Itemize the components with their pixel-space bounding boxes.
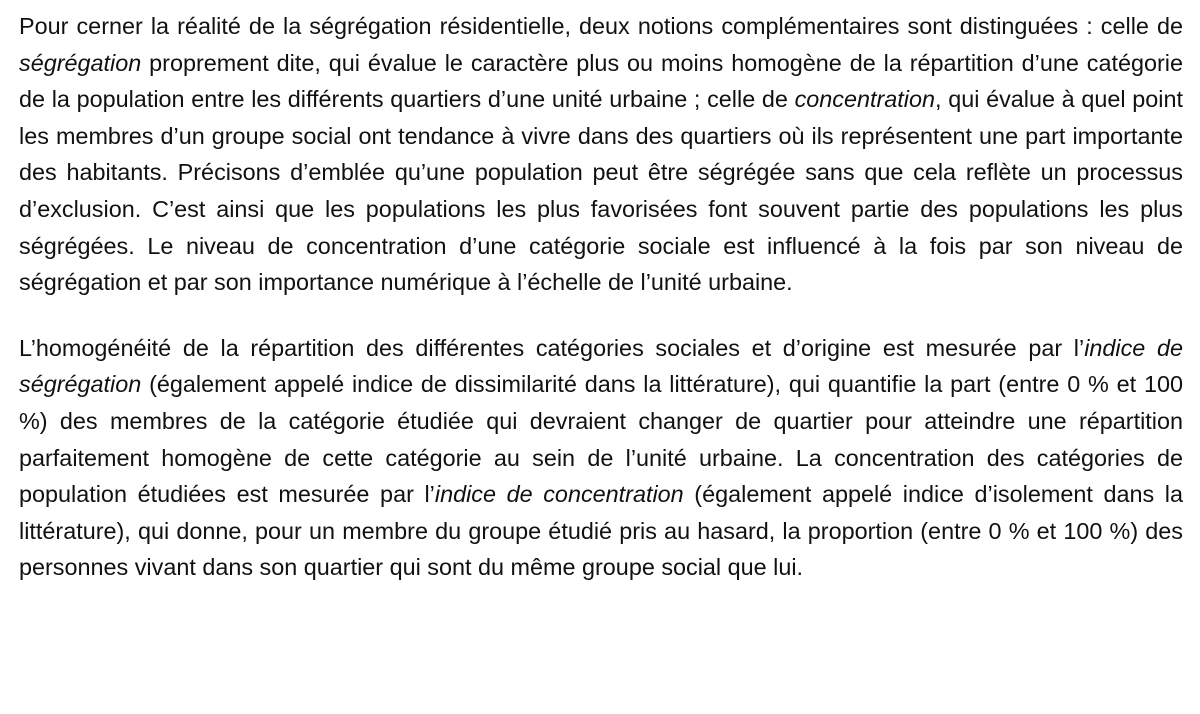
paragraph-indices — [19, 330, 1183, 586]
text-run: proprement dite, qui évalue le caractère plus ou moins homogène de la répartition d’une catégorie de la population entre les différents quartiers d’une unité urbaine ; celle de — [19, 49, 1183, 113]
text-run: Pour cerner la réalité de la ségrégation résidentielle, deux notions complémentaires sont distinguées : celle de — [19, 13, 1183, 39]
text-run: , qui évalue à quel point les membres d’un groupe social ont tendance à vivre dans des quartiers où ils représentent une part importante des habitants. Précisons d’emblée qu’une population peut être ségrégée sans que cela reflète un processus d’exclusion. C’est ainsi que les populations les plus favorisées font souvent partie des populations les plus ségrégées. Le niveau de concentration d’une catégorie sociale est influencé à la fois par son niveau de ségrégation et par son importance numérique à l’échelle de l’unité urbaine. — [19, 86, 1183, 296]
text-run: L’homogénéité de la répartition des différentes catégories sociales et d’origine est mesurée par l’ — [19, 334, 1085, 361]
paragraph-segregation-concentration — [19, 8, 1183, 301]
term-concentration: concentration — [794, 86, 936, 113]
term-indice-de-segregation: indice de ségrégation — [19, 334, 1183, 398]
text-run: (également appelé indice de dissimilarité dans la littérature), qui quantifie la part (entre 0 % et 100 %) des membres de la catégorie étudiée qui devraient changer de quartier pour atteindre une répartition parfaitement homogène de cette catégorie au sein de l’unité urbaine. La concentration des catégories de population étudiées est mesurée par l’ — [19, 371, 1183, 508]
text-run: (également appelé indice d’isolement dans la littérature), qui donne, pour un membre du groupe étudié pris au hasard, la proportion (entre 0 % et 100 %) des personnes vivant dans son quartier qui sont du même groupe social que lui. — [19, 481, 1183, 581]
document-body — [19, 8, 1183, 586]
term-segregation: ségrégation — [19, 49, 142, 76]
term-indice-de-concentration: indice de concentration — [434, 481, 684, 508]
